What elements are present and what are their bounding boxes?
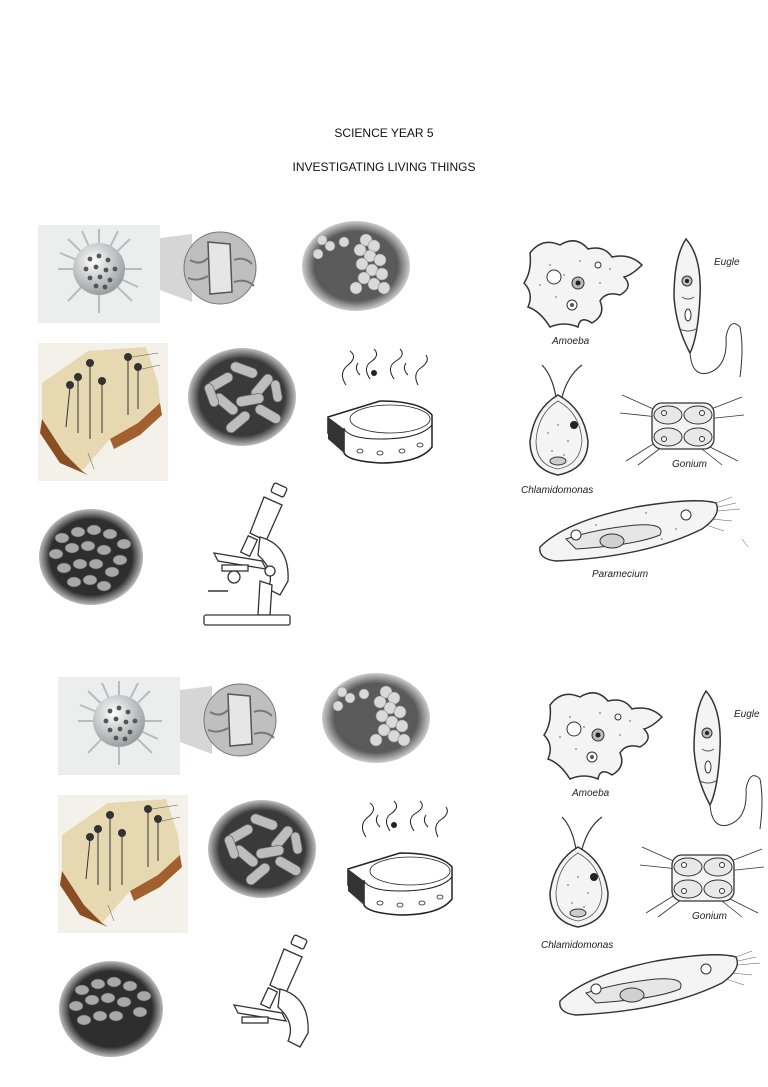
chlamydomonas-label: Chlamidomonas [521,485,594,496]
amoeba-drawing [520,235,646,331]
mouldy-cheese-drawing [340,807,460,921]
worksheet-topic-title: INVESTIGATING LIVING THINGS [292,160,476,174]
pollen-spore-picture [58,677,180,775]
picture-set-2 [0,667,768,1087]
paramecium-label: Paramecium [592,569,649,580]
chlamydomonas-drawing [542,813,622,931]
amoeba-label: Amoeba [552,336,590,347]
chlamydomonas-label: Chlamidomonas [541,940,614,951]
clustered-cocci-bacteria-picture [300,220,412,312]
cocci-colony-picture [38,508,144,606]
magnified-spore-surface-picture [160,230,260,310]
amoeba-drawing [540,687,666,783]
pollen-spore-picture [38,225,160,323]
paramecium-drawing [556,949,768,1021]
chlamydomonas-drawing [522,361,602,479]
euglena-label: Eugle [734,709,760,720]
gonium-label: Gonium [692,911,728,922]
amoeba-label: Amoeba [572,788,610,799]
euglena-label: Eugle [714,257,740,268]
cocci-colony-picture [58,960,164,1058]
bread-mould-cross-section-picture [38,343,168,481]
paramecium-drawing [536,495,748,567]
microscope-drawing [220,937,316,1081]
gonium-drawing [638,843,766,917]
gonium-label: Gonium [672,459,708,470]
worksheet-subject-title: SCIENCE YEAR 5 [334,126,434,140]
mouldy-cheese-drawing [320,355,440,469]
clustered-cocci-bacteria-picture [320,672,432,764]
bread-mould-cross-section-picture [58,795,188,933]
microscope-drawing [200,485,296,629]
gonium-drawing [618,391,746,465]
magnified-spore-surface-picture [180,682,280,762]
rod-bacteria-picture [186,347,298,447]
picture-set-1 [0,215,768,635]
rod-bacteria-picture [206,799,318,899]
